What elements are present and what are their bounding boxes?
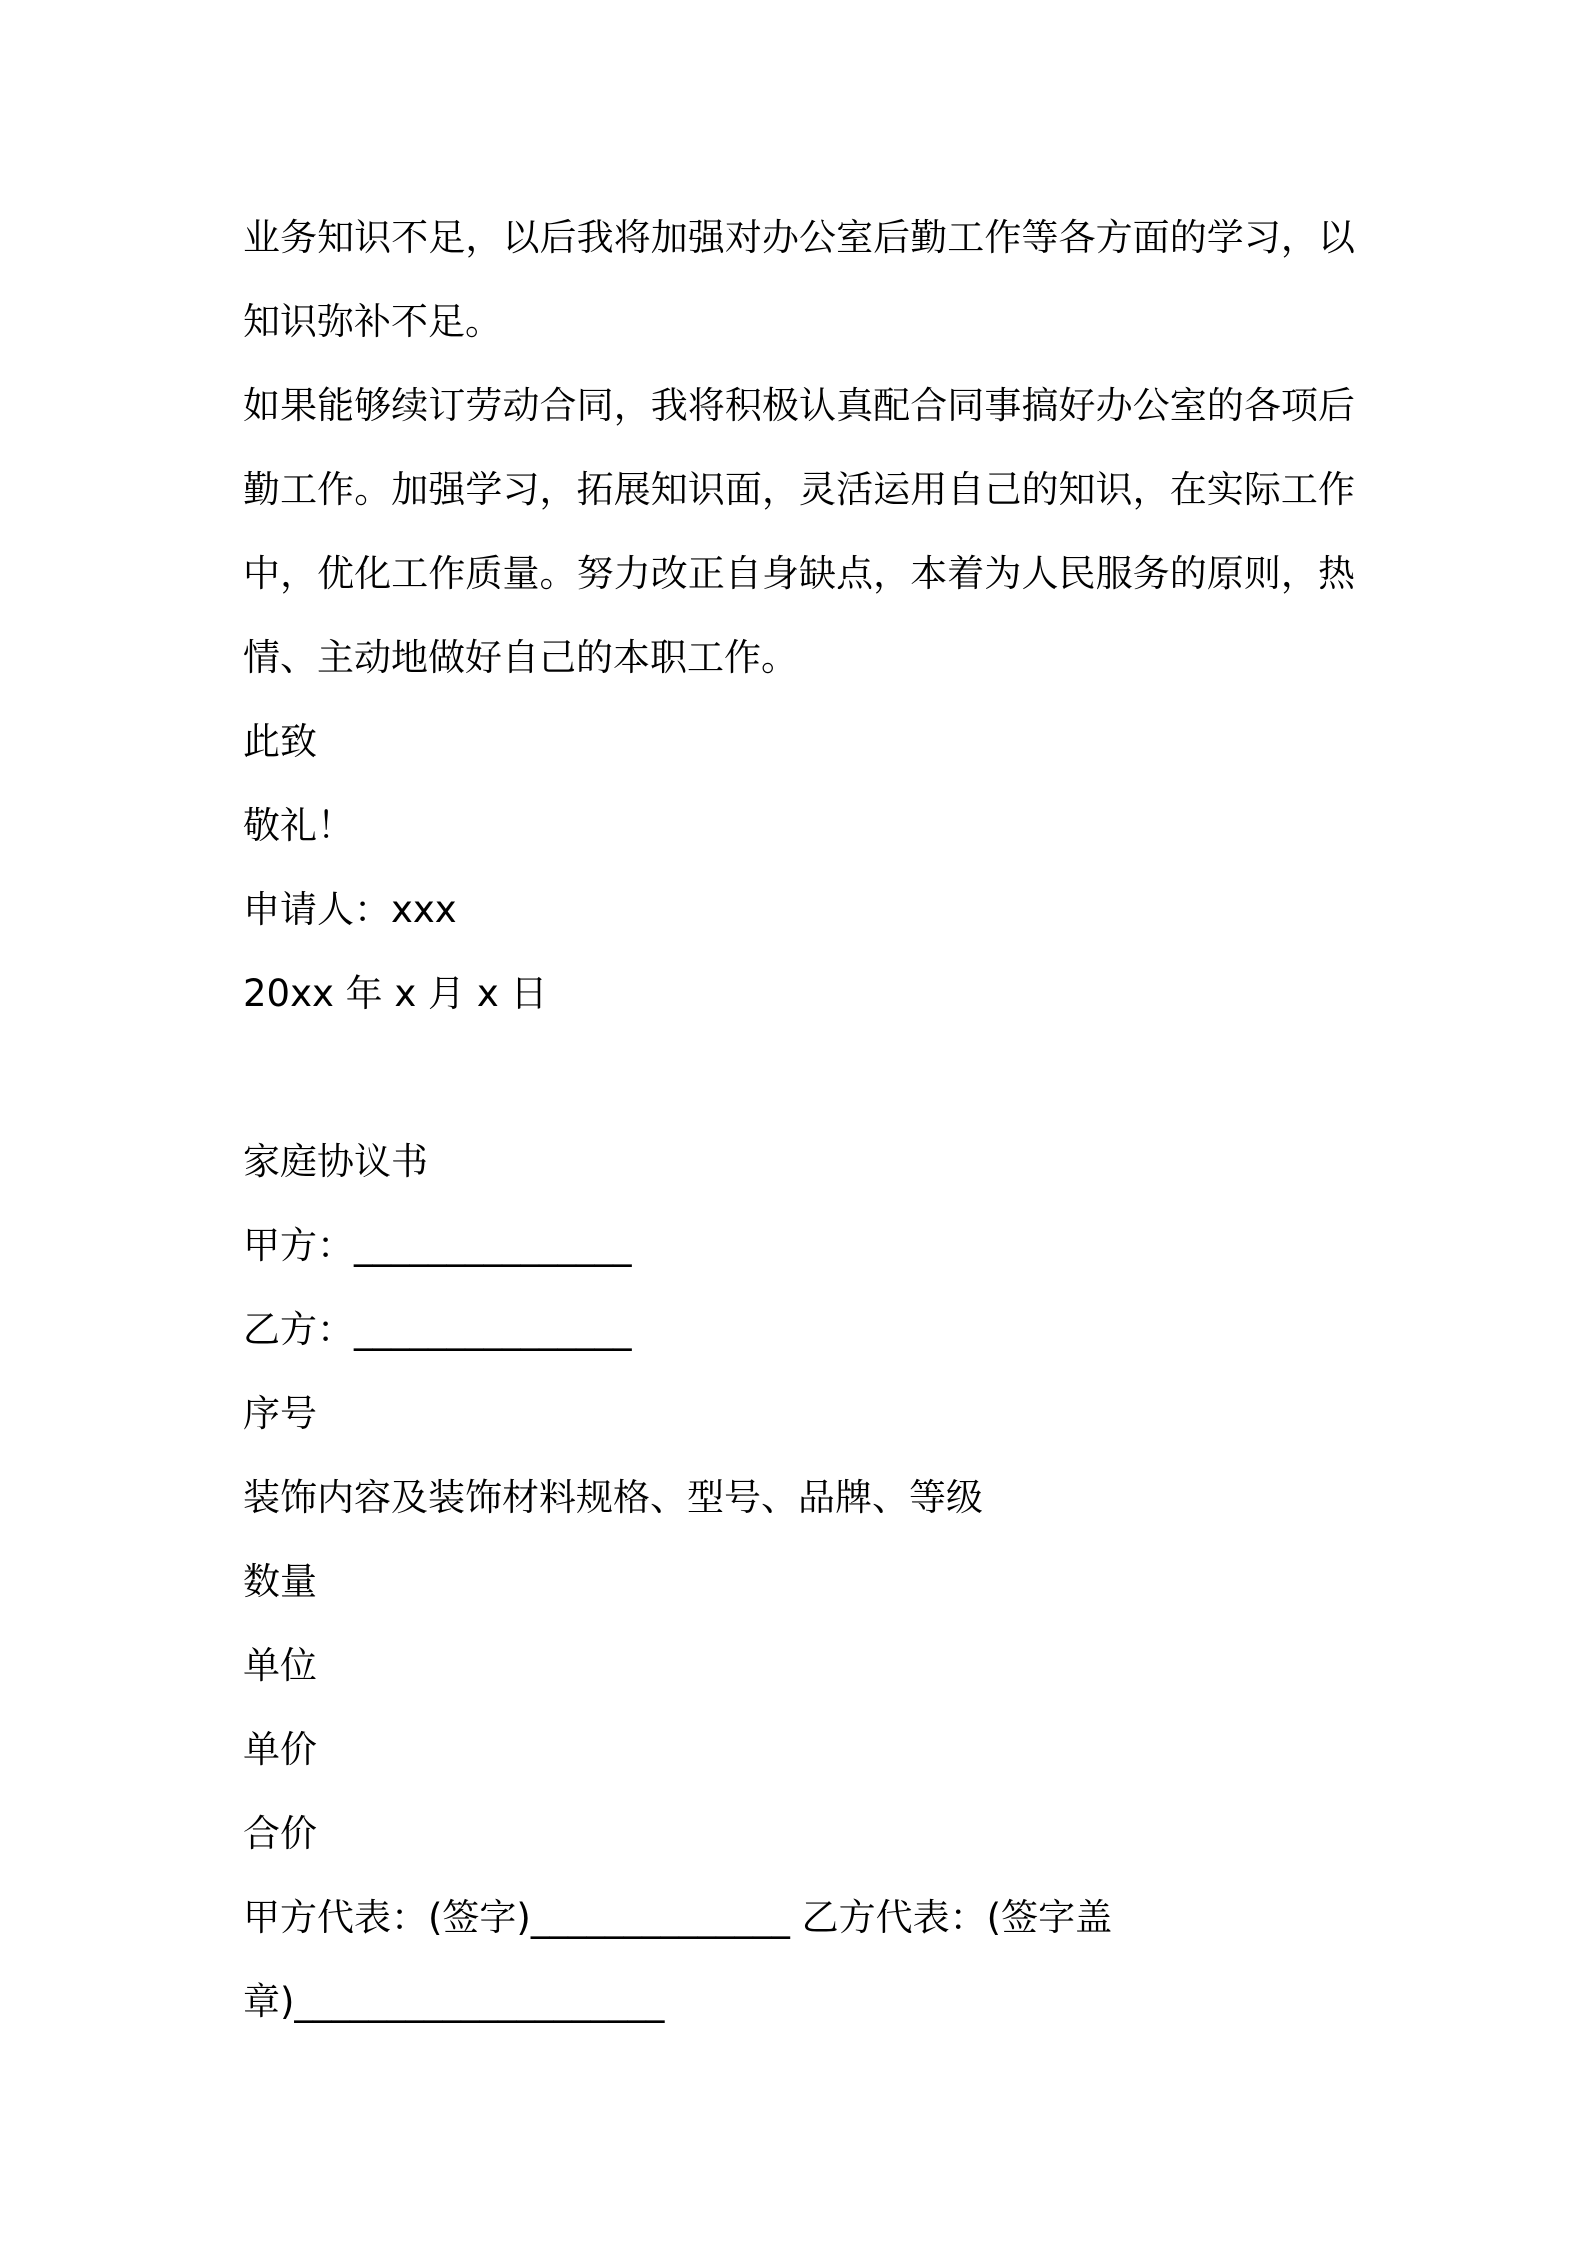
date-line: 20xx 年 x 月 x 日 [243, 972, 548, 1015]
signature-line-continued: 章)____________________ [243, 1980, 665, 2023]
field-unit: 单位 [243, 1644, 317, 1687]
paragraph-line: 业务知识不足，以后我将加强对办公室后勤工作等各方面的学习，以 [243, 216, 1355, 259]
paragraph-line: 情、主动地做好自己的本职工作。 [243, 636, 798, 679]
applicant-line: 申请人：xxx [243, 888, 457, 931]
closing-salutation: 此致 [243, 720, 317, 763]
signature-line: 甲方代表：(签字)______________ 乙方代表：(签字盖 [243, 1896, 1113, 1939]
field-quantity: 数量 [243, 1560, 317, 1603]
party-b-line: 乙方：_______________ [243, 1308, 632, 1351]
paragraph-line: 勤工作。加强学习，拓展知识面，灵活运用自己的知识，在实际工作 [243, 468, 1355, 511]
closing-regards: 敬礼！ [243, 804, 354, 847]
party-a-line: 甲方：_______________ [243, 1224, 632, 1267]
agreement-title: 家庭协议书 [243, 1140, 428, 1183]
field-serial-number: 序号 [243, 1392, 317, 1435]
document-body [243, 196, 1363, 2044]
paragraph-line: 中，优化工作质量。努力改正自身缺点，本着为人民服务的原则，热 [243, 552, 1355, 595]
field-total-price: 合价 [243, 1812, 317, 1855]
section-gap [243, 1036, 1363, 1120]
paragraph-line: 知识弥补不足。 [243, 300, 502, 343]
paragraph-line: 如果能够续订劳动合同，我将积极认真配合同事搞好办公室的各项后 [243, 384, 1355, 427]
field-unit-price: 单价 [243, 1728, 317, 1771]
field-decoration-content: 装饰内容及装饰材料规格、型号、品牌、等级 [243, 1476, 983, 1519]
